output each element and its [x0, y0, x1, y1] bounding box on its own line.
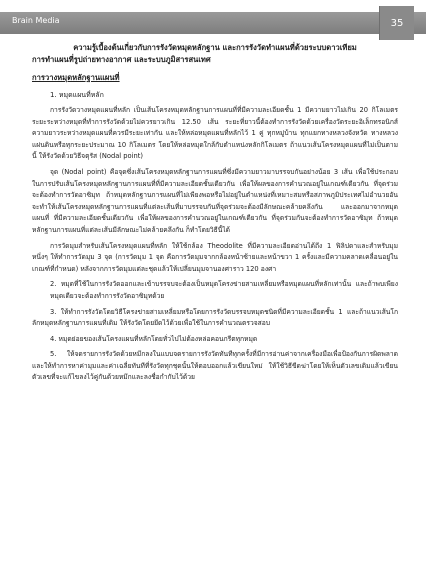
- section-heading: การวางหมุดหลักฐานแผนที่: [32, 73, 120, 82]
- body-paragraph: การวัดมุมสำหรับเส้นโครงหมุดแผนที่หลัก ให้ใช้กล้อง Theodolite ที่มีความละเอียดอ่านได้ถึง 1 ฟิลิปดาและสำหรับมุมหนึ่งๆ ให้ทำการวัดมุม 3 จุด (การวัดมุม 1 จุด คือการวัดมุมจากกล้องหน้าซ้ายและหน้าขวา 1 ครั้งและมีความคลาดเคลื่อนอยู่ในเกณฑ์ที่กำหนด) หลังจากการวัดมุมแต่ละชุดแล้วให้เปลี่ยนมุมจานองศาราว 120 องศา: [32, 241, 398, 273]
- numbered-item: 5. ให้จดรายการรังวัดด้วยหมึกลงในแบบจดรายการรังวัดทันทีทุกครั้งที่มีการอ่านค่าจากเครื่องมือเพื่อป้องกันการผิดพลาดและให้ทำการหาค่ามุมและค่าเฉลี่ยทันทีที่รังวัดทุกชุดนั้นให้ตอบออกแล้วเขียนใหม่ ให้ใช้วิธีขีดฆ่าโดยให้เห็นตัวเลขเดิมแล้วเขียนตัวเลขที่จะแก้ไขลงไว้คู่กันด้วยหมึกและลงชื่อกำกับไว้ด้วย: [32, 350, 398, 382]
- numbered-item: 4. หมุดย่อยของเส้นโครงแผนที่หลักโดยทั่วไปไม่ต้องหล่อคอนกรีตทุกหมุด: [50, 334, 258, 343]
- body-paragraph: จุด (Nodal point) คือจุดซึ่งเส้นโครงหมุดหลักฐานการแผนที่ซึ่งมีความยาวมาบรรจบกันอย่างน้อย 3 เส้น เพื่อใช้ประกอบในการปรับเส้นโครงหมุดหลักฐานการแผนที่ที่มีความละเอียดชั้นเดียวกัน เพื่อให้ผลของการคำนวณอยู่ในเกณฑ์เดียวกัน ที่จุดร่วมจะต้องทำการวัดอาซิมุท ถ้าหมุดหลักฐานการแผนที่ไม่เพียงพอหรือไม่อยู่ในตำแหน่งที่เหมาะสมหรือสภาพภูมิประเทศไม่อำนวยอันจะทำให้เส้นโครงหมุดหลักฐานการแผนที่แต่ละเส้นที่มาบรรจบกันที่จุดร่วมจะต้องมีลักษณะคล้ายคลึงกัน และออกมาจากหมุดแผนที่ ที่มีความละเอียดชั้นเดียวกัน เพื่อให้ผลของการคำนวณอยู่ในเกณฑ์เดียวกัน ที่จุดร่วมกันจะต้องทำการวัดอาซิมุท ถ้าหมุดหลักฐานการแผนที่แต่ละเส้นมีลักษณะไม่คล้ายคลึงกัน ก็ทำโดยวิธีนี้ได้: [32, 167, 398, 234]
- numbered-item: 3. ให้ทำการรังวัดโดยวิธีโครงข่ายสามเหลี่ยมหรือโดยการรังวัดบรรจบหมุดชนิดที่มีความละเอียดชั้น 1 และถ้าแนวเส้นโกลักหมุดหลักฐานการแผนที่เดิม ให้รังวัดโดยยึดไว้ด้วยเพื่อใช้ในการคำนวณตรวจสอบ: [32, 307, 398, 328]
- page-number: 35: [379, 6, 414, 40]
- page-content: [32, 42, 398, 388]
- body-paragraph: การรังวัดวางหมุดแผนที่หลัก เป็นเส้นโครงหมุดหลักฐานการแผนที่ที่มีความละเอียดชั้น 1 มีความยาวไม่เกิน 20 กิโลเมตรระยะระหว่างหมุดที่ทำการรังวัดด้วยไม่ควรยาวเกิน 12.50 เส้น ระยะที่ยาวนี้ต้องทำการรังวัดด้วยเครื่องวัดระยะอิเล็กทรอนิกส์ ความยาวระหว่างหมุดแผนที่ควรมีระยะเท่ากัน และให้หล่อหมุดแผนที่หลักไว้ 1 คู่ ทุกหมู่บ้าน ทุกแยกทางหลวงจังหวัด ทางหลวงแผ่นดินหรือทุกระยะประมาณ 10 กิโลเมตร โดยให้หล่อหมุดใกล้กับตำแหน่งหลักกิโลเมตร ถ้าแนวเส้นโครงหมุดแผนที่ไม่เป็นตามนี้ ให้รังวัดด้วยวิธีจตุรัส (Nodal point): [32, 106, 398, 161]
- title-line-2: การทำแผนที่รูปถ่ายทางอากาศ และระบบภูมิสารสนเทศ: [32, 55, 211, 64]
- page-header: [0, 12, 426, 34]
- page-title: [32, 42, 398, 66]
- title-line-1: ความรู้เบื้องต้นเกี่ยวกับการรังวัดหมุดหลักฐาน และการรังวัดทำแผนที่ด้วยระบบดาวเทียม: [73, 43, 357, 52]
- item-heading: 1. หมุดแผนที่หลัก: [50, 91, 104, 99]
- brand-label: Brain Media: [12, 16, 60, 25]
- numbered-item: 2. หมุดที่ใช้ในการรังวัดออกและเข้าบรรจบจะต้องเป็นหมุดโครงข่ายสามเหลี่ยมหรือหมุดแผนที่หลักเท่านั้น และถ้าพบเพียงหมุดเดียวจะต้องทำการรังวัดอาซิมุทด้วย: [50, 280, 398, 300]
